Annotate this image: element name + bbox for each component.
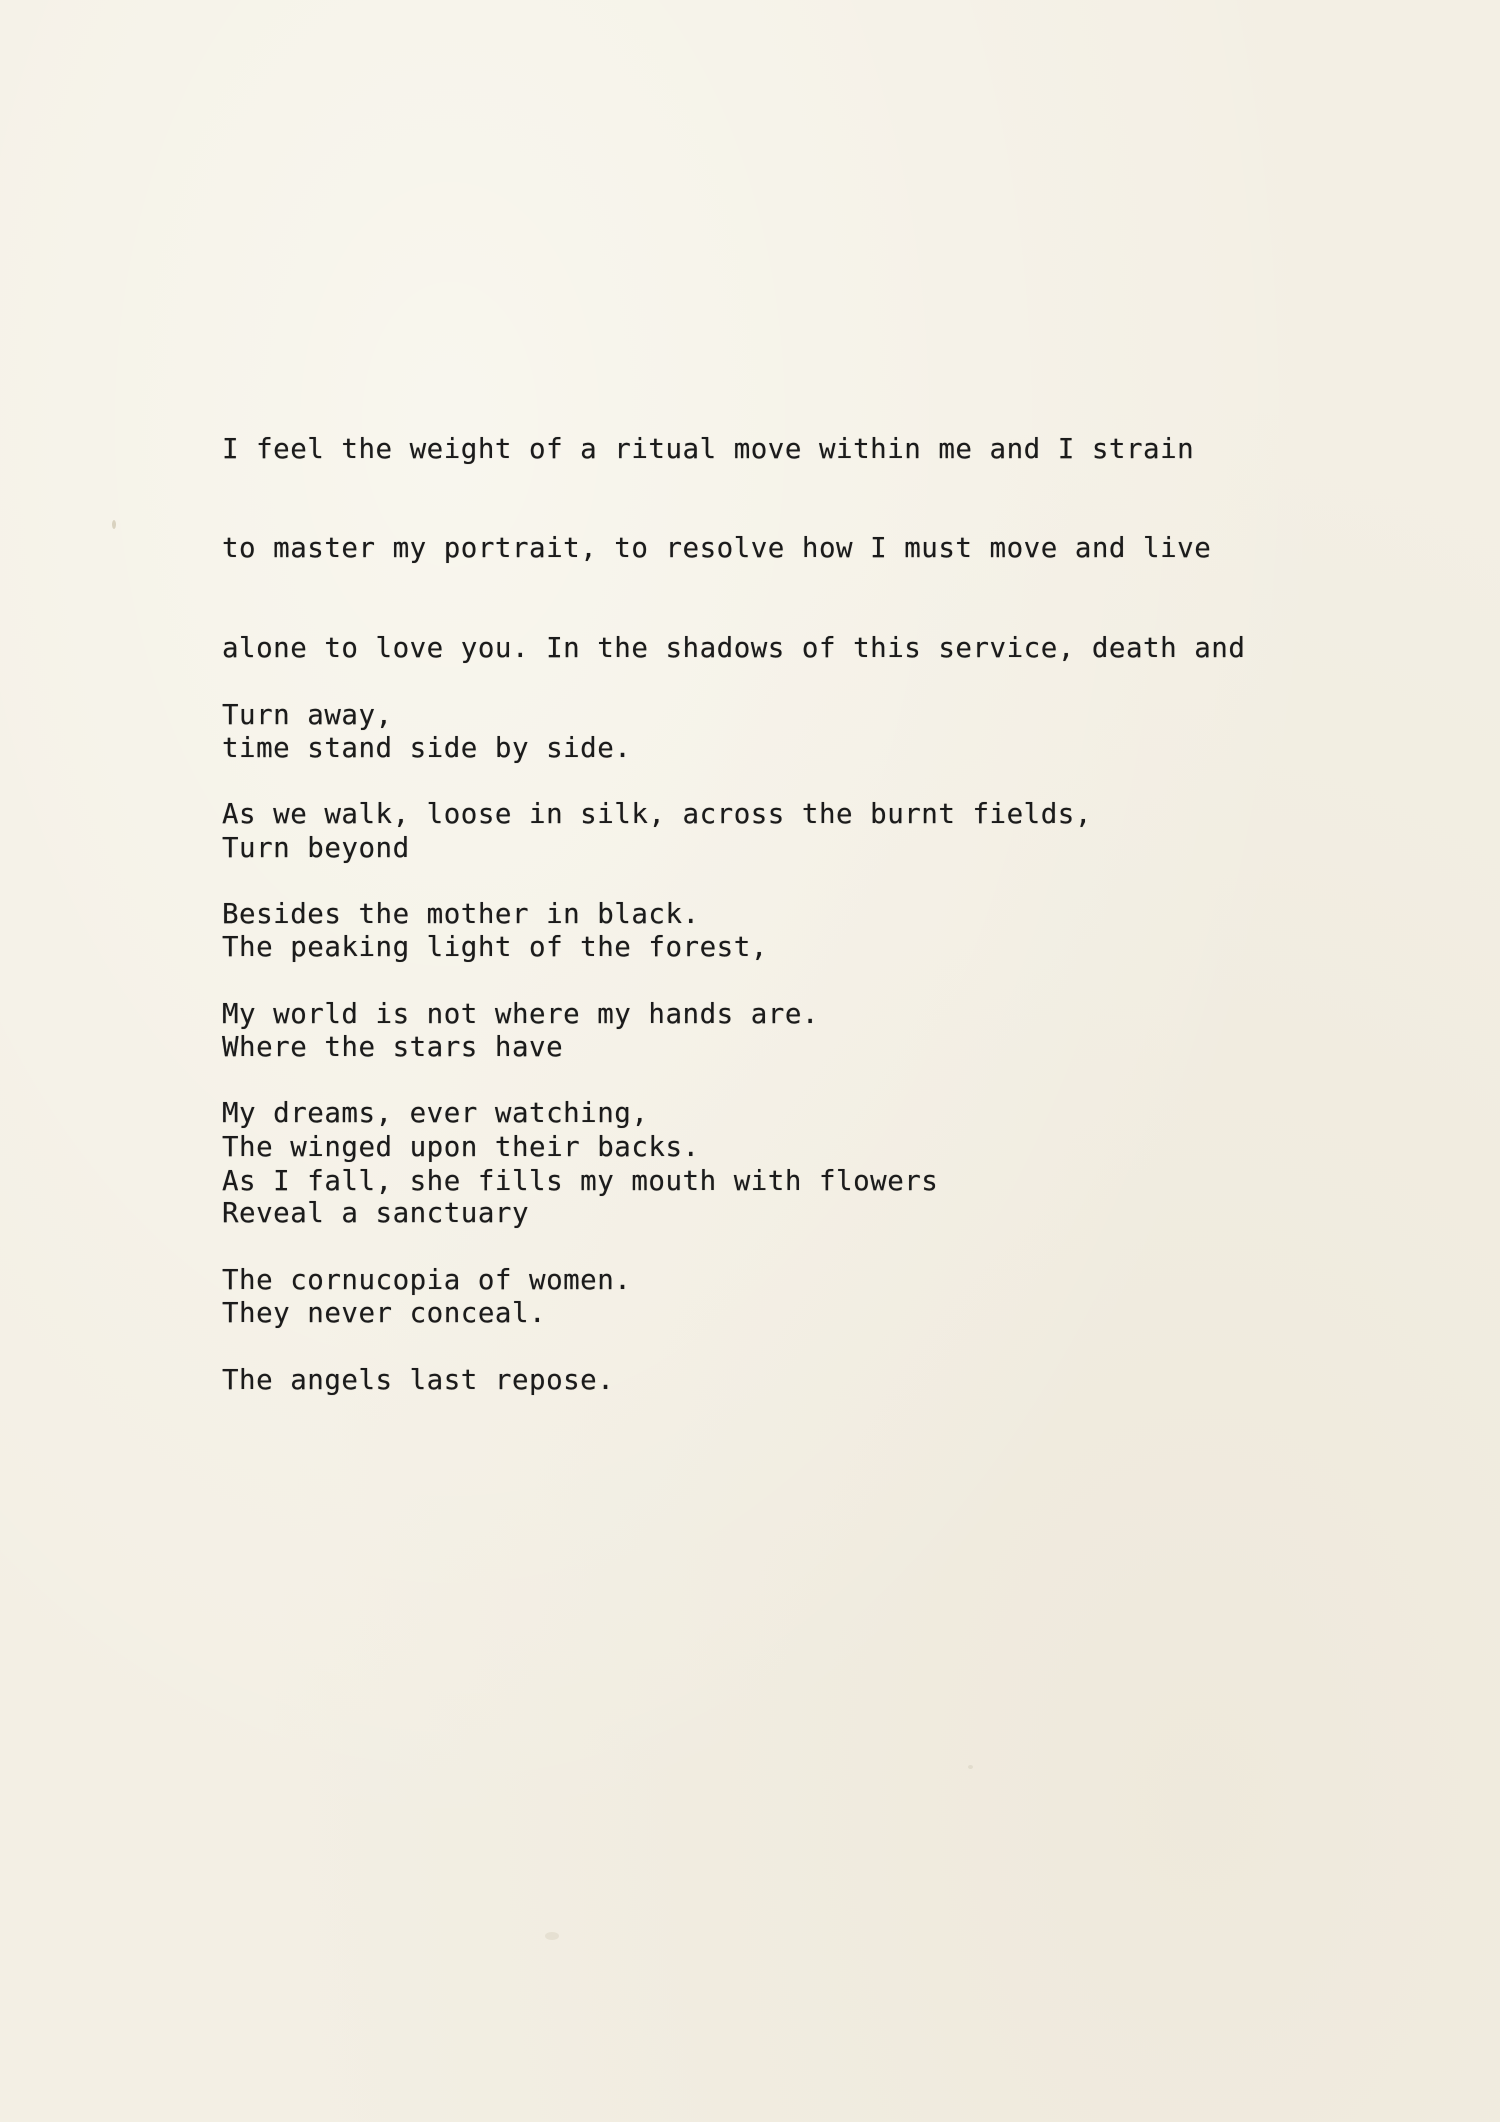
poem-line: The angels last repose.: [222, 1364, 615, 1397]
paper-speck: [968, 1765, 973, 1769]
poem-stanza-4: [222, 1098, 938, 1464]
poem-line: Reveal a sanctuary: [222, 1197, 530, 1230]
poem-line: As I fall, she fills my mouth with flowers: [222, 1164, 939, 1197]
poem-line: The cornucopia of women.: [222, 1264, 632, 1297]
paper-speck: [545, 1932, 559, 1940]
poem-line: My world is not where my hands are.: [222, 997, 819, 1030]
poem-line: As we walk, loose in silk, across the burnt fields,: [222, 798, 1092, 831]
prose-line: alone to love you. In the shadows of this service, death and: [222, 632, 1246, 665]
poem-line: Besides the mother in black.: [222, 898, 700, 931]
prose-line: to master my portrait, to resolve how I must move and live: [222, 532, 1212, 565]
paper-speck: [112, 520, 116, 529]
prose-line: time stand side by side.: [222, 732, 632, 765]
prose-line: I feel the weight of a ritual move within me and I strain: [222, 432, 1195, 465]
poem-line: They never conceal.: [222, 1297, 547, 1330]
poem-line: Turn away,: [222, 698, 393, 731]
poem-line: The peaking light of the forest,: [222, 931, 768, 964]
poem-line: Where the stars have: [222, 1031, 564, 1064]
poem-line: Turn beyond: [222, 831, 410, 864]
poem-line: The winged upon their backs.: [222, 1131, 700, 1164]
poem-line: My dreams, ever watching,: [222, 1097, 649, 1130]
